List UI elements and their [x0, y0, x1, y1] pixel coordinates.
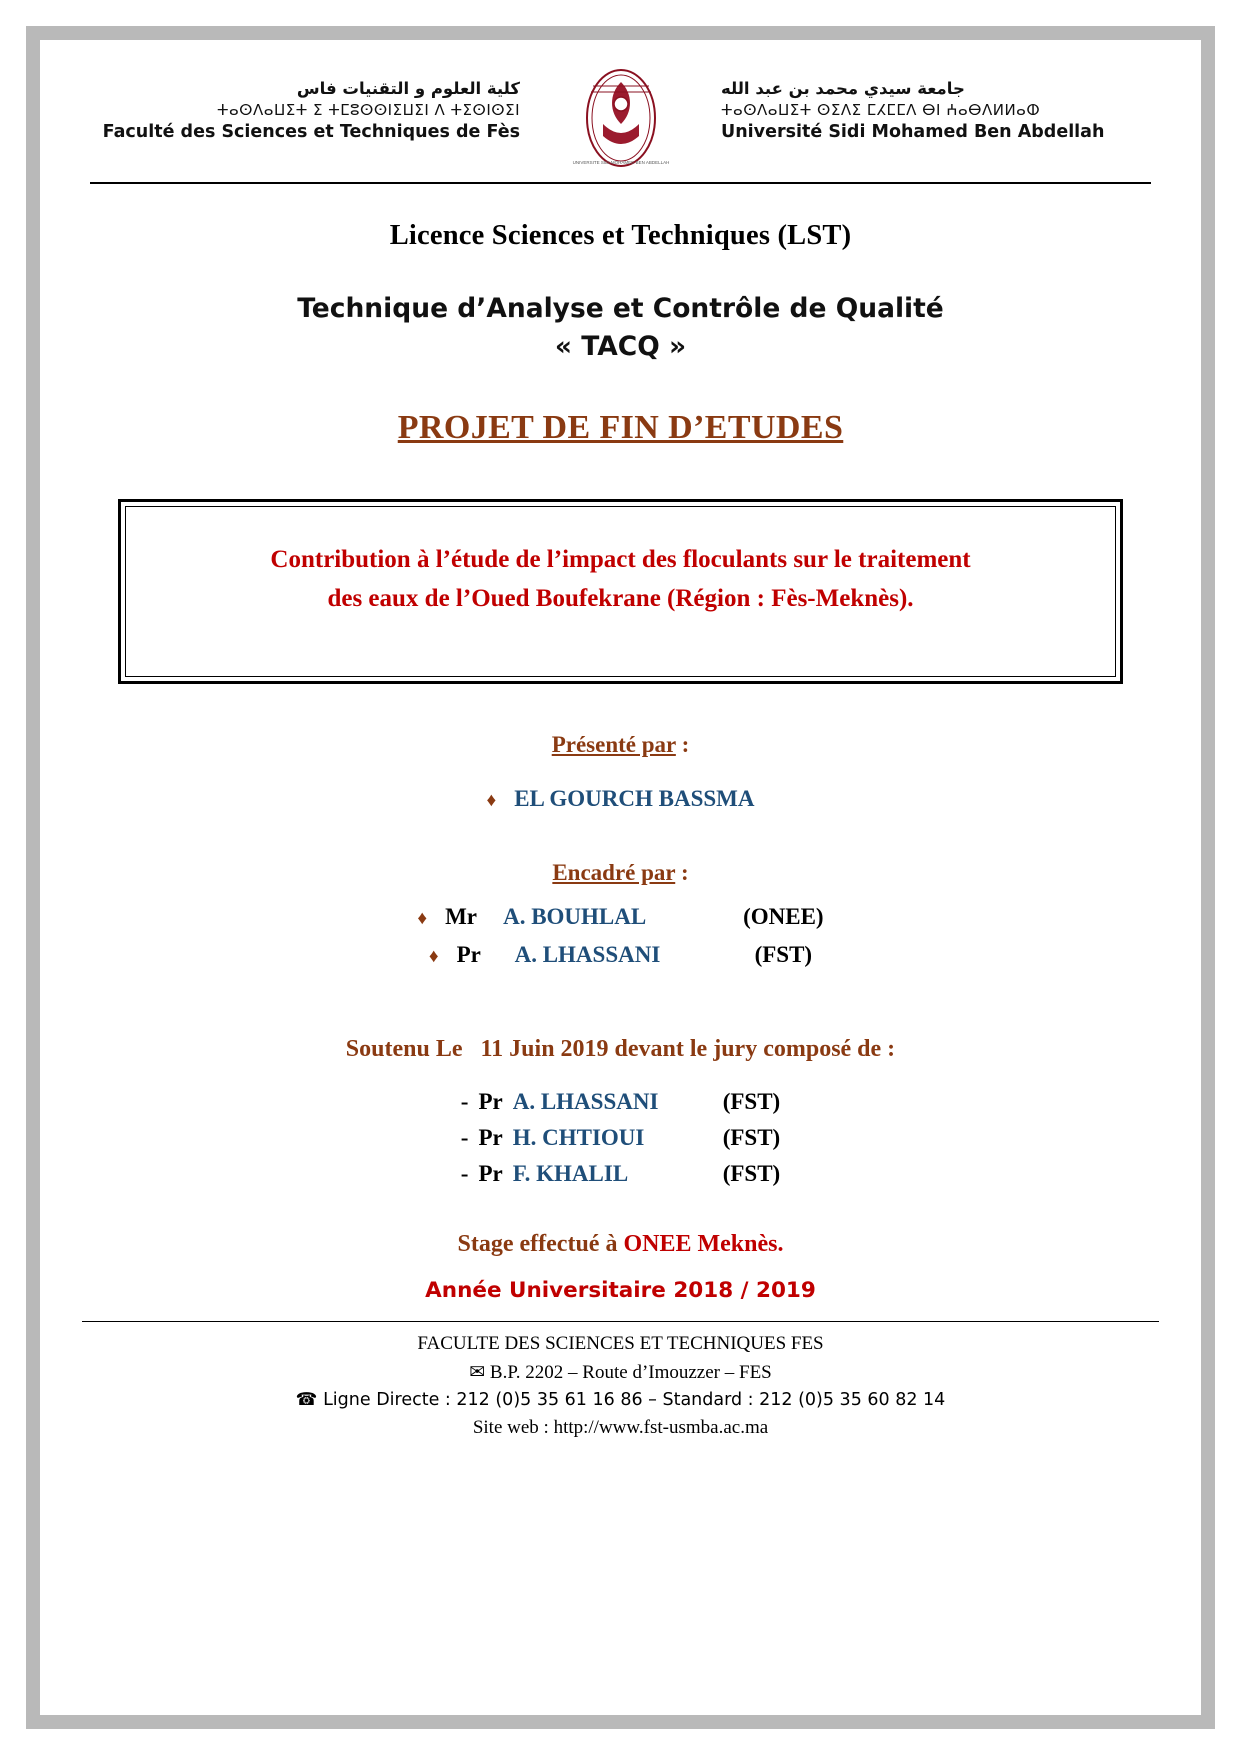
- faculty-name-french: Faculté des Sciences et Techniques de Fès: [102, 121, 520, 142]
- project-subject-line2: des eaux de l’Oued Boufekrane (Région : Fès-Meknès).: [327, 584, 914, 612]
- supervisor-row: [110, 942, 1131, 968]
- university-name-french: Université Sidi Mohamed Ben Abdellah: [721, 121, 1105, 142]
- presented-by-label-colon: :: [675, 732, 690, 758]
- degree-title: Licence Sciences et Techniques (LST): [389, 220, 852, 251]
- faculty-name-tifinagh: ⵜⴰⵙⴷⴰⵡⵉⵜ ⵉ ⵜⵎⵓⵙⵙⵏⵉⵡⵉⵏ ⴷ ⵜⵉⵙⵏⵙⵉⵏ: [216, 101, 520, 120]
- project-subject-line1: Contribution à l’étude de l’impact des floculants sur le traitement: [270, 545, 971, 573]
- footer-address: B.P. 2202 – Route d’Imouzzer – FES: [489, 1361, 772, 1383]
- svg-text:UNIVERSITE SIDI MOHAMED BEN AB: UNIVERSITE SIDI MOHAMED BEN ABDELLAH: [572, 160, 669, 165]
- defense-suffix: devant le jury composé de :: [614, 1036, 896, 1063]
- subject-box-inner: [125, 506, 1116, 678]
- diamond-bullet-icon: ♦: [428, 946, 439, 968]
- defense-date: 11 Juin 2019: [480, 1036, 609, 1063]
- supervisor-name: A. BOUHLAL: [503, 904, 647, 930]
- program-title: [110, 290, 1131, 367]
- document-type-title: PROJET DE FIN D’ETUDES: [397, 408, 844, 446]
- jury-name: A. LHASSANI: [512, 1089, 659, 1115]
- defense-prefix: Soutenu Le: [345, 1036, 463, 1063]
- student-line: [110, 786, 1131, 812]
- internship-line: [110, 1231, 1131, 1258]
- document-footer: [82, 1321, 1159, 1442]
- supervisor-affiliation: (FST): [754, 942, 813, 968]
- jury-affiliation: (FST): [722, 1089, 781, 1115]
- jury-member-row: [110, 1161, 1131, 1187]
- internship-place: ONEE Meknès.: [623, 1231, 784, 1258]
- faculty-name-arabic: كلية العلوم و التقنيات فاس: [296, 79, 520, 98]
- mail-icon: ✉: [469, 1361, 486, 1383]
- jury-dash: -: [460, 1089, 469, 1115]
- presented-by-label: [110, 732, 1131, 758]
- jury-dash: -: [460, 1161, 469, 1187]
- footer-address-row: [82, 1359, 1159, 1388]
- jury-name: H. CHTIOUI: [512, 1125, 645, 1151]
- jury-members-list: [110, 1089, 1131, 1187]
- subject-box: [118, 499, 1123, 685]
- supervised-by-label: [110, 860, 1131, 886]
- program-title-line2: « TACQ »: [554, 331, 687, 363]
- document-header: [90, 64, 1151, 184]
- supervisor-role: Pr: [456, 942, 481, 968]
- jury-dash: -: [460, 1125, 469, 1151]
- footer-institution: FACULTE DES SCIENCES ET TECHNIQUES FES: [417, 1333, 824, 1355]
- supervisors-list: [110, 904, 1131, 968]
- jury-role: Pr: [478, 1125, 503, 1151]
- phone-icon: ☎: [295, 1390, 318, 1411]
- internship-prefix: Stage effectué à: [457, 1231, 624, 1258]
- supervised-by-label-colon: :: [675, 860, 689, 886]
- jury-role: Pr: [478, 1089, 503, 1115]
- diamond-bullet-icon: ♦: [417, 908, 428, 930]
- presented-by-label-text: Présenté par: [551, 732, 676, 758]
- jury-name: F. KHALIL: [512, 1161, 629, 1187]
- jury-member-row: [110, 1089, 1131, 1115]
- page-content: [58, 44, 1183, 1711]
- jury-affiliation: (FST): [722, 1125, 781, 1151]
- supervisor-role: Mr: [445, 904, 478, 930]
- supervised-by-label-text: Encadré par: [552, 860, 676, 886]
- supervisor-name: A. LHASSANI: [514, 942, 661, 968]
- footer-phone-row: [82, 1387, 1159, 1413]
- university-name-arabic: جامعة سيدي محمد بن عبد الله: [721, 79, 965, 98]
- jury-role: Pr: [478, 1161, 503, 1187]
- faculty-identity-block: [90, 64, 520, 144]
- program-title-line1: Technique d’Analyse et Contrôle de Qualité: [297, 293, 944, 324]
- supervisor-row: [110, 904, 1131, 930]
- footer-phone: Ligne Directe : 212 (0)5 35 61 16 86 – Standard : 212 (0)5 35 60 82 14: [323, 1390, 946, 1411]
- footer-website: Site web : http://www.fst-usmba.ac.ma: [472, 1416, 769, 1438]
- university-name-tifinagh: ⵜⴰⵙⴷⴰⵡⵉⵜ ⵙⵉⴷⵉ ⵎⵃⵎⵎⴷ ⴱⵏ ⵄⴰⴱⴷⵍⵍⴰⵀ: [721, 101, 1041, 120]
- defense-line: [110, 1036, 1131, 1063]
- jury-member-row: [110, 1125, 1131, 1151]
- logo-container: [556, 64, 686, 176]
- student-name: EL GOURCH BASSMA: [514, 786, 755, 812]
- academic-year: Année Universitaire 2018 / 2019: [425, 1278, 816, 1304]
- supervisor-affiliation: (ONEE): [743, 904, 824, 930]
- jury-affiliation: (FST): [722, 1161, 781, 1187]
- university-seal-logo: [569, 64, 673, 176]
- diamond-bullet-icon: ♦: [486, 790, 497, 812]
- university-identity-block: [721, 64, 1151, 144]
